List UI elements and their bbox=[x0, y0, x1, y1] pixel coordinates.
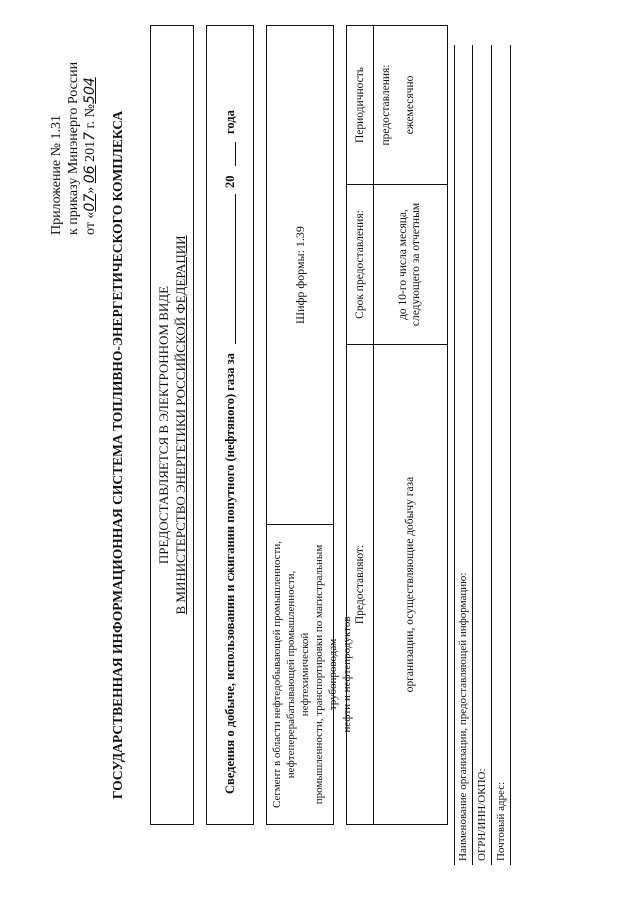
report-title-box bbox=[206, 25, 254, 825]
annex-number: Приложение № 1.31 bbox=[49, 115, 64, 235]
deadline-cell: до 10-го числа месяца, следующего за отчетным bbox=[373, 184, 447, 344]
year-prefix: 20 bbox=[223, 175, 237, 188]
org-name-label: Наименование организации, предоставляющей информацию: bbox=[457, 572, 469, 861]
organization-info bbox=[454, 45, 512, 865]
providers-cell: организации, осуществляющие добычу газа bbox=[373, 344, 447, 824]
annex-day: 07 bbox=[82, 193, 98, 212]
annex-year-digit: 7 bbox=[82, 131, 98, 141]
electronic-line-1: ПРЕДОСТАВЛЯЕТСЯ В ЭЛЕКТРОННОМ ВИДЕ bbox=[156, 285, 171, 565]
form-code: Шифр формы: 1.39 bbox=[293, 226, 307, 324]
org-name-line[interactable] bbox=[454, 45, 473, 865]
periodicity-cell: ежемесячно bbox=[403, 75, 416, 135]
period-blank[interactable] bbox=[235, 194, 236, 344]
annex-block bbox=[48, 25, 99, 235]
report-title: Сведения о добыче, использовании и сжигании попутного (нефтяного) газа за bbox=[223, 353, 237, 794]
header-providers: Предоставляют: bbox=[347, 344, 373, 824]
segment-box bbox=[266, 25, 353, 825]
electronic-submission-box bbox=[150, 25, 194, 825]
org-ogrn-line[interactable] bbox=[473, 45, 492, 865]
table-header-row bbox=[347, 26, 392, 824]
gis-title: ГОСУДАРСТВЕННАЯ ИНФОРМАЦИОННАЯ СИСТЕМА ТОПЛИВНО-ЭНЕРГЕТИЧЕСКОГО КОМПЛЕКСА bbox=[110, 110, 125, 800]
annex-month: 06 bbox=[82, 165, 98, 184]
year-blank[interactable] bbox=[235, 142, 236, 166]
header-deadline: Срок предоставления: bbox=[347, 184, 373, 344]
annex-date: от «07» 06 2017 г. №504 bbox=[82, 77, 98, 235]
annex-order-number: 504 bbox=[82, 77, 98, 104]
reporting-table bbox=[346, 25, 448, 825]
segment-description: Сегмент в области нефтедобывающей промышленности, нефтеперерабатывающей промышленности, нефтехимической промышленности, транспортировки по магистральным трубопроводам нефти и нефтепродуктов bbox=[267, 524, 333, 824]
org-address-label: Почтовый адрес: bbox=[495, 781, 507, 861]
year-word: года bbox=[223, 110, 237, 134]
annex-order: к приказу Минэнерго России bbox=[66, 61, 81, 235]
table-row bbox=[373, 26, 447, 824]
org-ogrn-label: ОГРН/ИНН/ОКПО: bbox=[476, 768, 488, 861]
electronic-line-2: В МИНИСТЕРСТВО ЭНЕРГЕТИКИ РОССИЙСКОЙ ФЕДЕРАЦИИ bbox=[173, 235, 188, 615]
header-periodicity: Периодичность предоставления: bbox=[354, 64, 392, 146]
org-address-line[interactable] bbox=[492, 45, 511, 865]
